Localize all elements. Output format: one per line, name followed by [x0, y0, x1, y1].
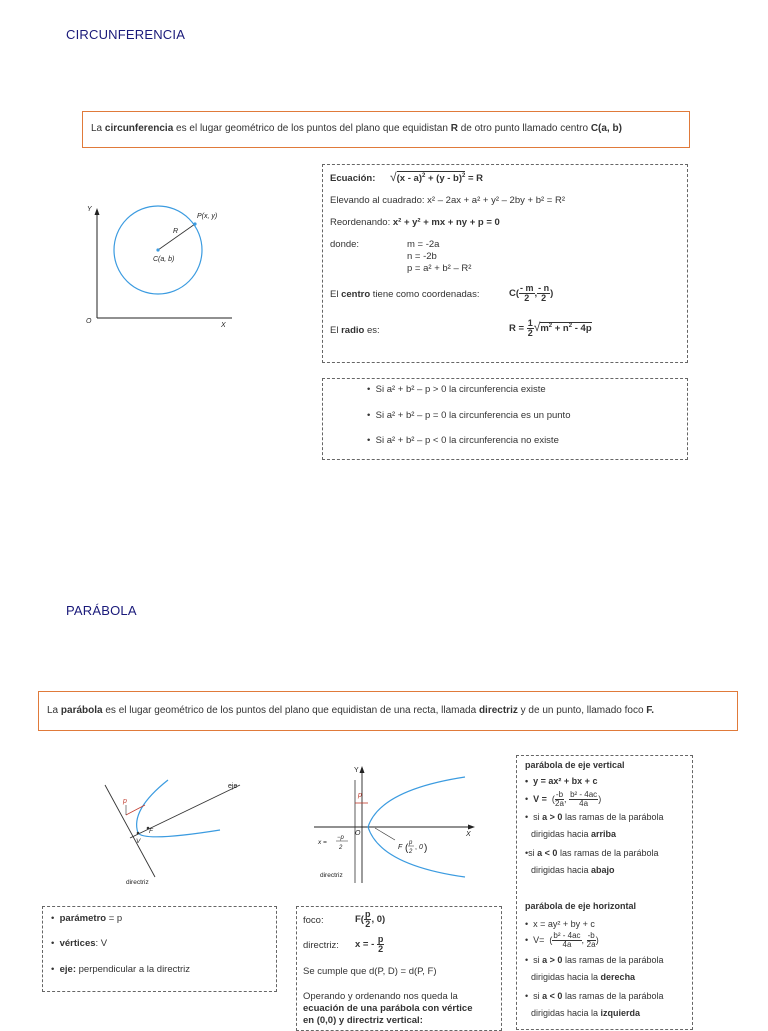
element-item: • parámetro = p	[51, 913, 123, 924]
centro-formula: C( $\frac{- m}{2}$ , $\frac{- n}{2}$ )	[509, 283, 554, 303]
x-axis-arrow	[468, 825, 475, 830]
foco-formula: F( $\frac{p}{2}$ , 0)	[355, 909, 386, 929]
donde-n: n = -2b	[407, 251, 437, 262]
donde-label: donde:	[330, 239, 360, 250]
elevando-row: Elevando al cuadrado: x² – 2ax + a² + y² – 2by + b² = R²	[330, 195, 565, 206]
origin-label: O	[355, 830, 361, 837]
directriz-label: directriz	[126, 879, 149, 886]
p-label: p	[358, 792, 362, 799]
vertical-down: •si a < 0 las ramas de la parábola	[525, 848, 659, 858]
focus-pointer	[375, 828, 395, 840]
horizontal-right: • si a > 0 las ramas de la parábola	[525, 955, 664, 965]
horizontal-vertex: • V= ( $\frac{\text{b² - 4ac}}{4a}$ , $\frac{-b}{2a}$ )	[525, 931, 599, 949]
directriz-label: directriz:	[303, 940, 339, 951]
condition-item: • Si a² + b² – p > 0 la circunferencia existe	[367, 384, 546, 395]
def-term: circunferencia	[104, 123, 174, 134]
ecuacion-text: ecuación de una parábola con vértice	[303, 1003, 473, 1014]
horizontal-left-2: dirigidas hacia la izquierda	[531, 1008, 641, 1018]
reordenando-row: Reordenando: x² + y² + mx + ny + p = 0	[330, 217, 500, 228]
directriz-label: directriz	[320, 872, 343, 879]
param-marker	[126, 805, 145, 815]
point-p	[193, 222, 196, 225]
y-label: Y	[87, 206, 92, 213]
circle-figure	[80, 198, 240, 333]
def-focus: F.	[646, 705, 655, 716]
vertical-up-2: dirigidas hacia arriba	[531, 829, 617, 839]
circ-definition-box	[82, 111, 690, 148]
circ-title: CIRCUNFERENCIA	[66, 27, 186, 42]
cumple-text: Se cumple que d(P, D) = d(P, F)	[303, 966, 437, 977]
focus-paren-close: )	[424, 843, 428, 854]
def-text: La	[91, 123, 105, 134]
def-text: de otro punto llamado centro	[457, 123, 591, 134]
ecuacion-label: Ecuación:	[330, 173, 376, 184]
x-label: X	[221, 322, 226, 329]
horizontal-left: • si a < 0 las ramas de la parábola	[525, 991, 664, 1001]
parab-title: PARÁBOLA	[66, 603, 137, 618]
vertical-vertex: • V = ( $\frac{-b}{2a}$ , $\frac{\text{b² - 4ac}}{4a}$ )	[525, 790, 602, 808]
eje-label: eje	[228, 783, 238, 790]
radio-row: El radio es:	[330, 325, 380, 336]
condition-item: • Si a² + b² – p = 0 la circunferencia es un punto	[367, 410, 571, 421]
directriz-formula: x = - $\frac{p}{2}$	[355, 934, 384, 954]
foco-label: foco:	[303, 915, 324, 926]
element-item: • eje: perpendicular a la directriz	[51, 964, 191, 975]
horizontal-eq: • x = ay² + by + c	[525, 919, 595, 929]
v-label: V	[136, 838, 141, 845]
def-text: es el lugar geométrico de los puntos del plano que equidistan	[173, 123, 451, 134]
focus-den: 2	[409, 849, 413, 855]
p-label: p	[123, 798, 127, 805]
horizontal-right-2: dirigidas hacia la derecha	[531, 972, 636, 982]
ecuacion-formula: √(x - a)$^2$ + (y - b)$^2$ = R	[390, 170, 484, 184]
element-item: • vértices: V	[51, 938, 108, 949]
c-label: C(a, b)	[153, 256, 175, 263]
vertical-eq: • y = ax² + bx + c	[525, 776, 598, 786]
condition-item: • Si a² + b² – p < 0 la circunferencia no existe	[367, 435, 559, 446]
parab-focus-box	[296, 906, 502, 1031]
radio-formula: R = $\frac{1}{2}$ $√m^2 + n^2 - 4p$	[509, 318, 592, 338]
f-label: F	[149, 828, 153, 835]
ecuacion-row	[330, 170, 483, 184]
y-label: Y	[354, 767, 359, 774]
parabola-figure-axes	[310, 765, 480, 885]
directriz-eq-num: −p	[337, 835, 344, 841]
r-label: R	[173, 228, 179, 235]
center-point	[156, 248, 159, 251]
def-term: parábola	[60, 705, 103, 716]
parab-types-box	[516, 755, 693, 1030]
circ-conditions-box	[322, 378, 688, 460]
y-axis-arrow	[95, 208, 100, 215]
horizontal-title: parábola de eje horizontal	[525, 901, 637, 911]
directriz-eq-den: 2	[339, 845, 343, 851]
p-label: P(x, y)	[197, 213, 218, 220]
centro-row: El centro tiene como coordenadas:	[330, 289, 480, 300]
focus-comma: ,	[415, 844, 417, 851]
focus-num: p	[409, 840, 413, 846]
operando-text: Operando y ordenando nos queda la	[303, 991, 458, 1002]
def-r: R	[450, 123, 458, 134]
directriz-eq: x =	[318, 839, 327, 846]
focus-label: F	[398, 844, 403, 851]
vertex-point	[137, 832, 140, 835]
ecuacion-text-2: en (0,0) y directriz vertical:	[303, 1015, 423, 1026]
donde-m: m = -2a	[407, 239, 440, 250]
vertical-title: parábola de eje vertical	[525, 760, 625, 770]
axis-line	[130, 785, 240, 838]
parab-definition-box: La parábola es el lugar geométrico de los puntos del plano que equidistan de una recta, llamada directriz y de un punto, llamado foco F.	[38, 691, 738, 731]
y-axis-arrow	[360, 766, 365, 773]
vertical-up: • si a > 0 las ramas de la parábola	[525, 812, 664, 822]
donde-p: p = a² + b² – R²	[407, 263, 472, 274]
focus-paren-open: (	[405, 843, 409, 854]
parab-elements-box	[42, 906, 277, 992]
parabola-figure-rotated	[90, 760, 260, 890]
focus-zero: 0	[419, 844, 423, 851]
circ-formula-box	[322, 164, 688, 363]
x-label: X	[466, 831, 471, 838]
def-directriz: directriz	[478, 705, 518, 716]
vertical-down-2: dirigidas hacia abajo	[531, 865, 615, 875]
origin-label: O	[86, 318, 92, 325]
def-center: C(a, b)	[590, 123, 622, 134]
